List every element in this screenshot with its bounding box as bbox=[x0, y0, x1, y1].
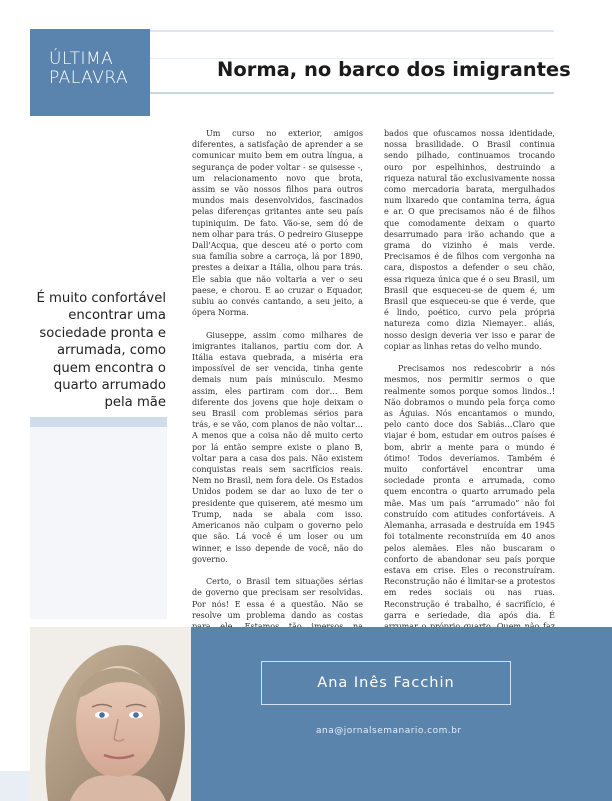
author-name: Ana Inês Facchin bbox=[317, 675, 455, 691]
paragraph: Um curso no exterior, amigos diferentes, a satisfação de aprender a se comunicar muito bem em outra língua, a segurança de poder voltar - se quisesse -, um relacionamento novo que brota, assim se vão nossos filhos para outros mundos mais desenvolvidos, fascinados pelas diferenças gritantes ante seu país tupiniquim. De fato. Vão-se, sem dó de nem olhar para trás. O pedreiro Giuseppe Dall'Acqua, que desceu até o porto com sua família sobre a carroça, lá por 1890, prestes a deixar a Itália, olhou para trás. Ele sabia que não voltaria a ver o seu paese, e chorou. E ao cruzar o Equador, subiu ao convés cantando, a seu jeito, a ópera Norma. bbox=[192, 129, 364, 318]
author-name-box bbox=[261, 661, 511, 705]
pull-quote-bar bbox=[30, 417, 167, 427]
paragraph: Giuseppe, assim como milhares de imigrantes italianos, partiu com dor. A Itália estava quebrada, a miséria era impossível de ser vencida, tinha gente demais num país minúsculo. Mesmo assim, eles partiram com dor… Bem diferente dos jovens que hoje deixam o seu Brasil com problemas sérios para trás, e se vão, com planos de não voltar… A menos que a coisa não dê muito certo por lá então sempre existe o plano B, voltar para a casa dos pais. Não existem conquistas reais sem sacrifícios reais. Nem no Brasil, nem fora dele. Os Estados Unidos podem se dar ao luxo de ter o presidente que quiserem, até mesmo um Trump, nada se abala com isso. Americanos não culpam o governo pelo que são. Lá você é um loser ou um winner, e isso depende de você, não do governo. bbox=[192, 330, 363, 564]
left-decorative-panel bbox=[30, 427, 167, 619]
pull-quote: É muito confortável encontrar uma sociedade pronta e arrumada, como quem encontra o quarto arrumado pela mãe bbox=[36, 291, 166, 411]
author-portrait-image bbox=[30, 627, 191, 801]
paragraph: bados que ofuscamos nossa identidade, nossa brasilidade. O Brasil continua sendo pilhado, continuamos trocando ouro por espelhinhos, destruindo a riqueza natural tão exclusivamente nossa como mercadoria barata, mergulhados num lixaredo que contamina terra, água e ar. O que precisamos não é de filhos que comodamente deixam o quarto desarrumado para irão achando que a grama do vizinho é mais verde. Precisamos é de filhos com vergonha na cara, dispostos a defender o seu chão, essa riqueza única que é o seu Brasil, um Brasil que esqueceu-se de quem é, um Brasil que esqueceu-se que é verde, que é lindo, poético, curvo pela própria natureza como dizia Niemayer.. aliás, nosso design deveria ver isso e parar de copiar as linhas retas do velho mundo. bbox=[384, 129, 555, 351]
paragraph: Certo, o Brasil tem situações sérias de governo que precisam ser resolvidas. Por nós! E essa é a questão. Não se resolve um problema dando as costas bbox=[192, 577, 363, 620]
bottom-decorative-strip bbox=[0, 771, 30, 801]
author-block-panel bbox=[190, 627, 612, 801]
article-column-1 bbox=[192, 128, 363, 666]
section-tag-line1: ÚLTIMA bbox=[49, 49, 114, 69]
top-decorative-line bbox=[150, 30, 554, 32]
section-tag bbox=[30, 29, 150, 116]
author-email-link[interactable]: ana@jornalsemanario.com.br bbox=[316, 726, 462, 736]
paragraph: Precisamos nos redescobrir a nós mesmos, nos permitir sermos o que realmente somos porque somos lindos..! Não dobramos o mundo pela força como as Águias. Nós encantamos o mundo, pelo canto doce dos Sabiás…Claro que viajar é bom, estudar em outros países é bom, abrir a mente para o mundo é ótimo! Todos deveríamos. Também é muito confortável encontrar uma sociedade pronta e arrumada, como quem encontra o quarto arrumado pela mãe. Mas um país “arrumado” não foi construído com atitudes confortáveis. A Alemanha, arrasada e destruída em 1945 foi totalmente reconstruída em 40 anos pelos alemães. Eles não buscaram o conforto de abandonar seu país porque estava em crise. Eles o reconstruíram. Reconstrução não é limitar-se a protestos em redes sociais ou nas ruas. Reconstrução é trabalho, é sacrifício, é garra e seriedade, dia após dia. É bbox=[384, 364, 555, 620]
article-column-2 bbox=[384, 128, 555, 666]
section-tag-line2: PALAVRA bbox=[49, 68, 129, 88]
headline-rule bbox=[150, 92, 554, 94]
article-headline: Norma, no barco dos imigrantes bbox=[217, 58, 571, 81]
author-photo bbox=[30, 627, 191, 801]
